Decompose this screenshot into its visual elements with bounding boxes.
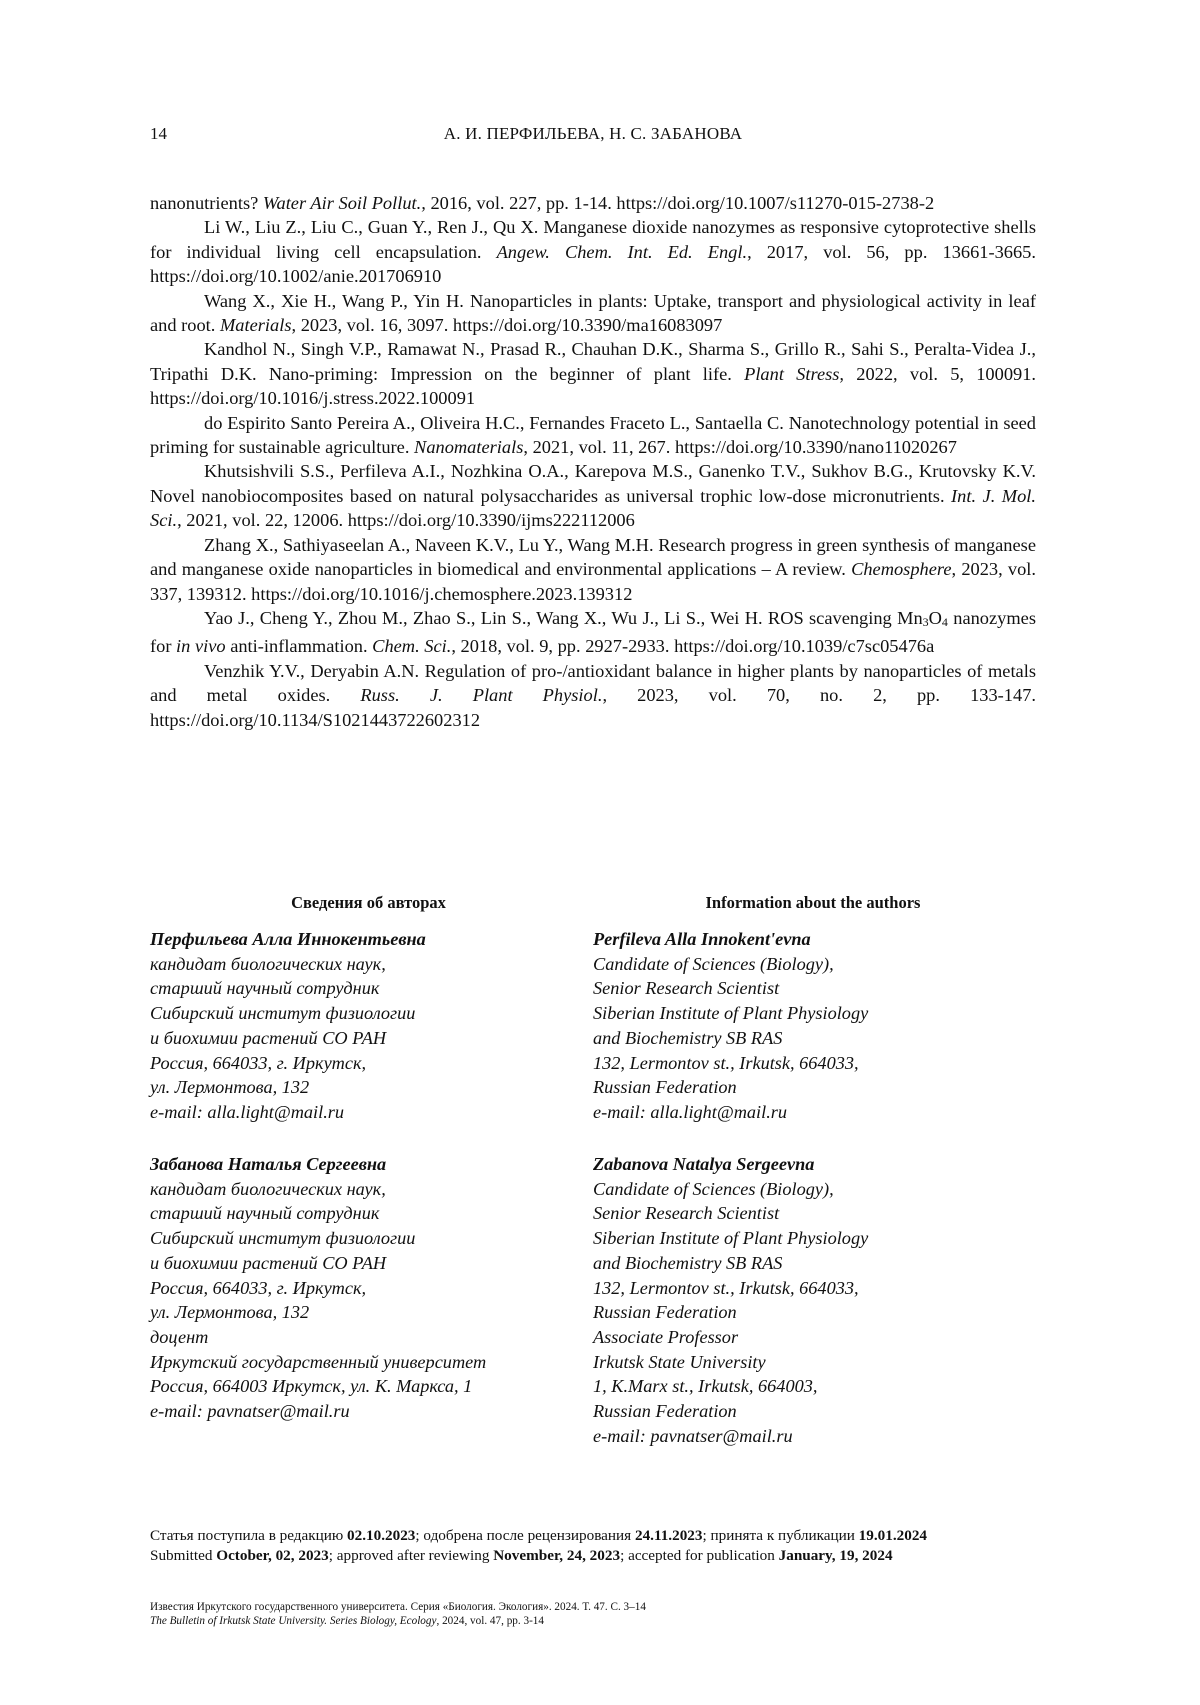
date-value: 02.10.2023	[347, 1527, 416, 1544]
date-value: November, 24, 2023	[493, 1546, 621, 1564]
dates-text: Submitted	[150, 1546, 217, 1564]
date-value: October, 02, 2023	[216, 1546, 329, 1564]
reference-text: , 2023, vol. 337, 139312. https://doi.org/10.1016/j.chemosphere.2023.139312	[150, 559, 1037, 604]
author-line: старший научный сотрудник	[150, 978, 380, 999]
reference-text: Kandhol N., Singh V.P., Ramawat N., Prasad R., Chauhan D.K., Sharma S., Grillo R., Sahi S., Peralta-Videa J., Tripathi D.K. Nano-priming: Impression on the beginner of plant life.	[150, 339, 1036, 384]
author-name: Zabanova Natalya Sergeevna	[593, 1154, 815, 1174]
author-email: e-mail: alla.light@mail.ru	[150, 1101, 345, 1122]
article-dates	[150, 1526, 1040, 1565]
author-line: and Biochemistry SB RAS	[593, 1027, 783, 1048]
author-line: доцент	[150, 1326, 209, 1347]
reference-text: Wang X., Xie H., Wang P., Yin H. Nanoparticles in plants: Uptake, transport and physiological activity in leaf and root.	[150, 290, 1036, 336]
author-name: Перфильева Алла Иннокентьевна	[150, 929, 426, 949]
author-email: e-mail: alla.light@mail.ru	[593, 1101, 788, 1122]
author-line: Associate Professor	[593, 1326, 739, 1347]
author-line: кандидат биологических наук,	[150, 1178, 386, 1199]
reference-text: , 2018, vol. 9, pp. 2927-2933. https://doi.org/10.1039/c7sc05476a	[451, 636, 935, 657]
author-line: Siberian Institute of Plant Physiology	[593, 1003, 869, 1024]
author-line: 132, Lermontov st., Irkutsk, 664033,	[593, 1052, 859, 1073]
reference-text: 2016, vol. 227, pp. 1-14. https://doi.org/10.1007/s11270-015-2738-2	[425, 193, 935, 213]
author-line: Candidate of Sciences (Biology),	[593, 953, 834, 974]
reference-text: Zhang X., Sathiyaseelan A., Naveen K.V., Lu Y., Wang M.H. Research progress in green synthesis of manganese and manganese oxide nanoparticles in biomedical and environmental applications – A review.	[150, 534, 1036, 580]
running-title: А. И. ПЕРФИЛЬЕВА, Н. С. ЗАБАНОВА	[443, 124, 743, 143]
reference-text: , 2023, vol. 70, no. 2, pp. 133-147. https://doi.org/10.1134/S1021443722602312	[150, 685, 1036, 730]
author-line: и биохимии растений СО РАН	[150, 1027, 387, 1048]
author-line: Иркутский государственный университет	[150, 1351, 487, 1372]
author-line: and Biochemistry SB RAS	[593, 1252, 783, 1273]
reference-text: Li W., Liu Z., Liu C., Guan Y., Ren J., Qu X. Manganese dioxide nanozymes as responsive cytoprotective shells for individual living cell encapsulation.	[150, 217, 1036, 262]
subscript: 4	[941, 614, 948, 629]
author-email: e-mail: pavnatser@mail.ru	[593, 1425, 793, 1446]
reference-journal: Nanomaterials	[414, 437, 524, 458]
dates-en	[150, 1546, 1040, 1566]
author-line: Candidate of Sciences (Biology),	[593, 1178, 834, 1199]
dates-text: ; approved after reviewing	[328, 1546, 494, 1564]
authors-title-ru: Сведения об авторах	[291, 893, 446, 912]
author-line: Россия, 664003 Иркутск, ул. К. Маркса, 1	[150, 1376, 473, 1397]
footer-rest-en: , 2024, vol. 47, pp. 3-14	[436, 1614, 544, 1627]
dates-ru	[150, 1526, 1040, 1546]
reference-text: anti-inflammation.	[225, 636, 373, 657]
reference-journal: Chemosphere	[851, 559, 952, 580]
dates-text: Статья поступила в редакцию	[150, 1527, 348, 1544]
reference-journal: Int. J. Mol. Sci.	[150, 485, 1036, 531]
dates-text: ; принята к публикации	[702, 1527, 859, 1544]
reference-text: Khutsishvili S.S., Perfileva A.I., Nozhkina O.A., Karepova M.S., Ganenko T.V., Sukhov B.G., Krutovsky K.V. Novel nanobiocomposites based on natural polysaccharides as universal trophic low-dose micronutrients.	[150, 461, 1036, 506]
dates-text: ; accepted for publication	[620, 1546, 779, 1564]
reference-item	[150, 215, 1036, 288]
reference-item	[150, 459, 1036, 532]
reference-journal: Russ. J. Plant Physiol.	[360, 685, 603, 706]
date-value: 24.11.2023	[634, 1527, 703, 1544]
author-line: Irkutsk State University	[593, 1351, 766, 1372]
reference-text: Venzhik Y.V., Deryabin A.N. Regulation of pro-/antioxidant balance in higher plants by nanoparticles of metals and metal oxides.	[150, 660, 1036, 706]
author-line: Senior Research Scientist	[593, 978, 780, 999]
reference-item	[150, 533, 1036, 606]
author-line: Russian Federation	[593, 1401, 737, 1422]
reference-text: Yao J., Cheng Y., Zhou M., Zhao S., Lin S., Wang X., Wu J., Li S., Wei H. ROS scavenging Mn	[204, 607, 923, 628]
author-line: старший научный сотрудник	[150, 1203, 380, 1224]
subscript: 3	[922, 614, 929, 629]
reference-text: , 2023, vol. 16, 3097. https://doi.org/10.3390/ma16083097	[291, 315, 723, 336]
author-line: 1, K.Marx st., Irkutsk, 664003,	[593, 1376, 818, 1397]
reference-item	[150, 659, 1036, 732]
author-line: Russian Federation	[593, 1302, 737, 1323]
author1-en-block	[593, 927, 868, 1125]
reference-text: do Espirito Santo Pereira A., Oliveira H.C., Fernandes Fraceto L., Santaella C. Nanotechnology potential in seed priming for sustainable agriculture.	[150, 412, 1036, 458]
reference-text: , 2017, vol. 56, pp. 13661-3665. https://doi.org/10.1002/anie.201706910	[150, 241, 1036, 287]
author-line: кандидат биологических наук,	[150, 953, 386, 974]
reference-journal: Materials	[219, 315, 292, 336]
reference-item	[150, 191, 1036, 215]
date-value: 19.01.2024	[858, 1527, 927, 1544]
reference-text: , 2021, vol. 22, 12006. https://doi.org/10.3390/ijms222112006	[177, 510, 635, 531]
author-line: Russian Federation	[593, 1077, 737, 1098]
author-line: Россия, 664033, г. Иркутск,	[150, 1277, 367, 1298]
author2-en-block	[593, 1152, 868, 1448]
page-header	[150, 124, 1036, 150]
reference-text: 2022, vol. 5, 100091. https://doi.org/10.1016/j.stress.2022.100091	[150, 363, 1036, 409]
reference-text: nanonutrients?	[150, 193, 263, 213]
reference-journal: Angew. Chem. Int. Ed. Engl.	[496, 241, 748, 262]
author-name: Perfileva Alla Innokent'evna	[593, 929, 811, 949]
author-line: и биохимии растений СО РАН	[150, 1252, 387, 1273]
page-number: 14	[150, 124, 167, 143]
author-line: ул. Лермонтова, 132	[150, 1077, 310, 1098]
reference-text: O	[928, 607, 942, 628]
date-value: January, 19, 2024	[778, 1546, 893, 1564]
reference-item	[150, 606, 1036, 659]
author-line: Siberian Institute of Plant Physiology	[593, 1228, 869, 1249]
author-line: ул. Лермонтова, 132	[150, 1302, 310, 1323]
author-line: Сибирский институт физиологии	[150, 1003, 416, 1024]
author-line: Senior Research Scientist	[593, 1203, 780, 1224]
reference-text: nanozymes for	[150, 607, 1036, 657]
references-list	[150, 191, 1036, 732]
authors-title-en: Information about the authors	[705, 893, 921, 912]
reference-journal: Plant Stress,	[744, 363, 845, 384]
reference-item	[150, 337, 1036, 410]
author-name: Забанова Наталья Сергеевна	[150, 1154, 387, 1174]
author-line: Сибирский институт физиологии	[150, 1228, 416, 1249]
author1-ru-block	[150, 927, 426, 1125]
reference-italic-term: in vivo	[176, 636, 226, 657]
dates-text: ; одобрена после рецензирования	[415, 1527, 635, 1544]
footer-citation-en	[150, 1615, 1040, 1629]
author-line: 132, Lermontov st., Irkutsk, 664033,	[593, 1277, 859, 1298]
reference-journal: Chem. Sci.	[372, 636, 452, 657]
reference-item	[150, 411, 1036, 460]
author2-ru-block	[150, 1152, 486, 1424]
footer-journal-en: The Bulletin of Irkutsk State University. Series Biology, Ecology	[150, 1614, 437, 1627]
reference-item	[150, 289, 1036, 338]
reference-journal: Water Air Soil Pollut.,	[262, 193, 426, 213]
author-line: Россия, 664033, г. Иркутск,	[150, 1052, 367, 1073]
page-footer	[150, 1601, 1040, 1628]
footer-citation-ru: Известия Иркутского государственного университета. Серия «Биология. Экология». 2024. Т. 47. С. 3–14	[150, 1601, 646, 1613]
reference-text: , 2021, vol. 11, 267. https://doi.org/10.3390/nano11020267	[523, 437, 957, 458]
author-email: e-mail: pavnatser@mail.ru	[150, 1401, 350, 1422]
